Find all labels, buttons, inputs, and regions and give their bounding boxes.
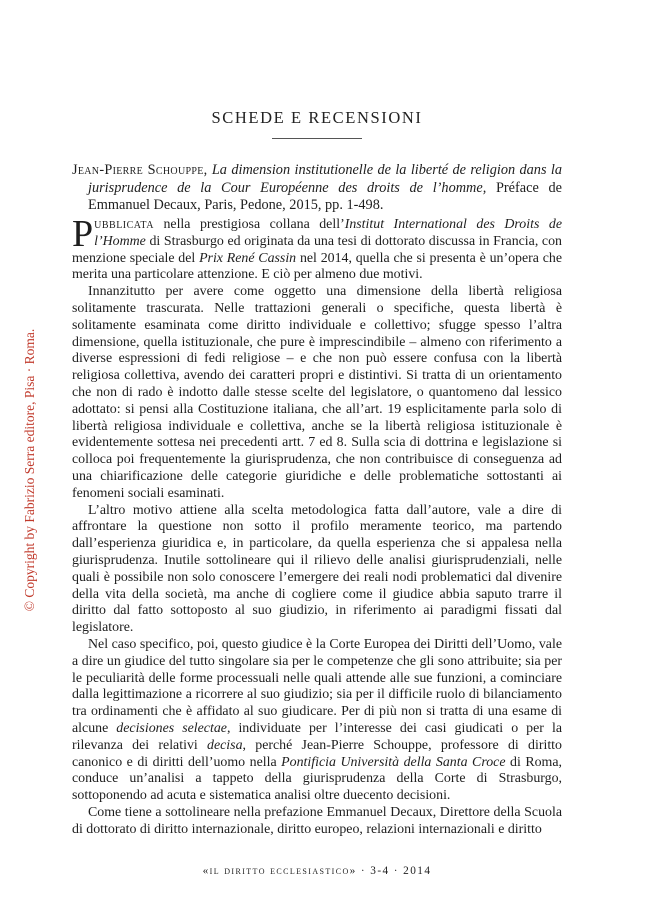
text-span: nella prestigiosa collana dell’ — [163, 217, 345, 232]
citation-author: Jean-Pierre Schouppe, — [72, 162, 208, 178]
italic-term: decisiones selectae — [116, 720, 227, 736]
paragraph-2: Innanzitutto per avere come oggetto una dimensione della libertà religiosa solitamente trascurata. Nelle trattazioni generali o specifiche, questa libertà è solitamente esaminata come diritto individuale e collettivo; sfugge spesso l’altra dimensione, quella istituzionale, che pure è imprescindibile – almeno con riferimento a diverse espressioni di fedi religiose – e che non può essere confusa con la libertà religiosa collettiva, avendo dei caratteri propri e distintivi. Si tratta di un orientamento che non di rado è indotto dalle stesse scelte del legislatore, o quantomeno dal lessico adottato: si pensi alla Costituzione italiana, che all’art. 19 esplicitamente parla solo di libertà religiosa individuale e collettiva, anche se la libertà religiosa istituzionale è evidentemente sottesa nei precedenti artt. 7 ed 8. Sulla scia di dottrina e legislazione si colloca poi frequentemente la giurisprudenza, che non contribuisce di conseguenza ad una chiarificazione delle categorie giuridiche e delle problematiche sottostanti ai fenomeni sociali esaminati. — [72, 284, 562, 501]
paragraph-5: Come tiene a sottolineare nella prefazione Emmanuel Decaux, Direttore della Scuola di dottorato di diritto internazionale, diritto europeo, relazioni internazionali e diritto — [72, 804, 562, 837]
italic-term: decisa — [207, 737, 243, 753]
text-span: Nel caso specifico, poi, questo giudice è la Corte Europea dei Diritti dell’Uomo, vale a dire un giudice del tutto singolare sia per le competenze che gli sono attribuite; sia per le peculiarità delle forme processuali nelle quali attende alle sue funzioni, a cominciare dalla legittimazione a ricorrere al suo giudizio; sia per il difficile ruolo di bilanciamento tra ordinamenti che è affidato al suo giudicare. Per di più non si tratta di una esame di alcune — [72, 636, 562, 736]
text-span: di Roma, conduce un’analisi a tappeto della giurisprudenza della Corte di Strasburgo, sottoponendo ad acuta e sistematica analisi oltre duecento decisioni. — [72, 754, 562, 804]
drop-cap: P — [72, 213, 94, 255]
citation-title: La dimension institutionelle de la liberté de religion dans la jurisprudence de la Cour Européenne des droits de l’homme, — [88, 162, 562, 196]
text-span: , individuate per l’interesse dei casi giudicati o per la rilevanza dei relativi — [72, 720, 562, 753]
text-span: di Strasburgo ed originata da una tesi di dottorato discussa in Francia, con menzione speciale del — [72, 233, 562, 266]
prize-name: Prix René Cassin — [199, 250, 297, 266]
text-span: nel 2014, quella che si presenta è un’opera che merita una particolare attenzione. E ciò per almeno due motivi. — [72, 250, 562, 283]
citation-publication: Préface de Emmanuel Decaux, Paris, Pedone, 2015, pp. 1-498. — [88, 179, 562, 214]
paragraph-3: L’altro motivo attiene alla scelta metodologica fatta dall’autore, vale a dire di affrontare la questione non sotto il profilo meramente teorico, ma partendo dall’esperienza giuridica e, in particolare, da quella esperienza che si appalesa nella giurisprudenza. Inutile sottolineare qui il rilievo delle analisi giurisprudenziali, nelle quali è possibile non solo conoscere l’emergere dei reali nodi problematici dal divenire della vita della società, ma anche di cogliere come il giudice abbia saputo trarre il diritto dal fatto sottoposto al suo giudizio, in riferimento ai paradigmi fissati dal legislatore. — [72, 502, 562, 636]
copyright-notice: © Copyright by Fabrizio Serra editore, Pisa · Roma. — [22, 328, 37, 612]
text-span: , perché Jean-Pierre Schouppe, professore di diritto canonico e di diritti dell’uomo nella — [72, 737, 562, 770]
section-title: SCHEDE E RECENSIONI — [211, 108, 423, 127]
review-body — [72, 213, 562, 838]
lead-word: ubblicata — [94, 217, 154, 232]
title-rule — [272, 138, 362, 139]
paragraph-1 — [72, 213, 562, 284]
university-name: Pontificia Università della Santa Croce — [281, 754, 506, 770]
journal-footer: «il diritto ecclesiastico» · 3-4 · 2014 — [202, 865, 432, 877]
paragraph-4 — [72, 637, 562, 805]
institution-name: Institut International des Droits de l’Homme — [94, 217, 562, 249]
book-citation — [72, 162, 562, 215]
